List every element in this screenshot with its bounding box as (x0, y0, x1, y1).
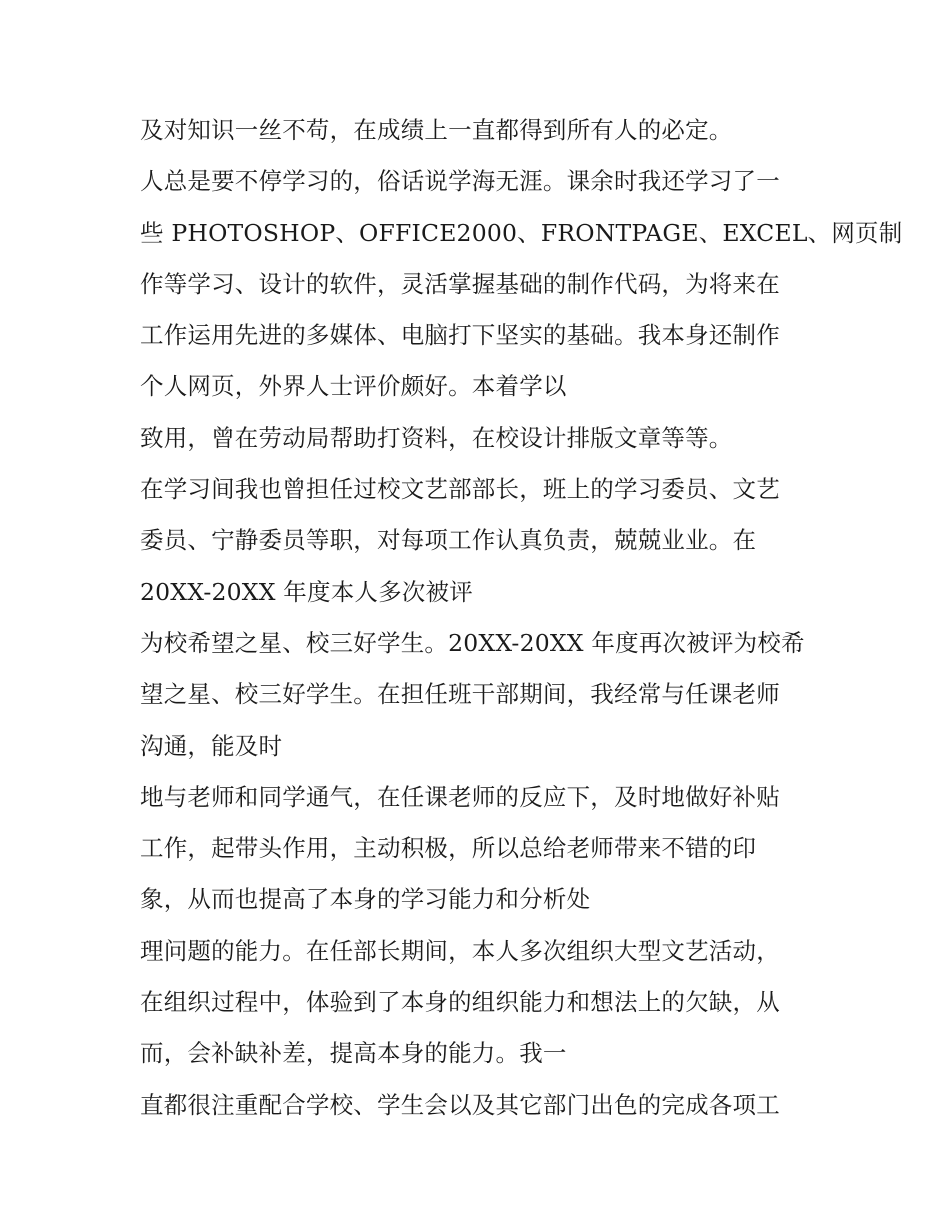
body-text (140, 105, 903, 1131)
text-line-10: 20XX-20XX 年度本人多次被评 (140, 577, 473, 606)
text-line-6: 个人网页，外界人士评价颇好。本着学以 (140, 372, 567, 401)
text-line-7: 致用，曾在劳动局帮助打资料，在校设计排版文章等等。 (140, 423, 733, 452)
text-line-2: 人总是要不停学习的，俗话说学海无涯。课余时我还学习了一 (140, 167, 780, 196)
text-line-17: 理问题的能力。在任部长期间，本人多次组织大型文艺活动， (140, 936, 780, 965)
text-line-13: 沟通，能及时 (140, 731, 283, 760)
text-line-5: 工作运用先进的多媒体、电脑打下坚实的基础。我本身还制作 (140, 321, 780, 350)
text-line-19: 而，会补缺补差，提高本身的能力。我一 (140, 1039, 567, 1068)
text-line-18: 在组织过程中，体验到了本身的组织能力和想法上的欠缺，从 (140, 988, 780, 1017)
text-line-3: 些 PHOTOSHOP、OFFICE2000、FRONTPAGE、EXCEL、网页制 (140, 218, 903, 247)
text-line-12: 望之星、校三好学生。在担任班干部期间，我经常与任课老师 (140, 680, 780, 709)
text-line-4: 作等学习、设计的软件，灵活掌握基础的制作代码，为将来在 (140, 269, 780, 298)
text-line-14: 地与老师和同学通气，在任课老师的反应下，及时地做好补贴 (140, 782, 780, 811)
text-line-9: 委员、宁静委员等职，对每项工作认真负责，兢兢业业。在 (140, 526, 757, 555)
text-line-16: 象，从而也提高了本身的学习能力和分析处 (140, 885, 591, 914)
text-line-1: 及对知识一丝不苟，在成绩上一直都得到所有人的必定。 (140, 116, 733, 144)
text-line-11: 为校希望之星、校三好学生。20XX-20XX 年度再次被评为校希 (140, 628, 805, 657)
text-line-8: 在学习间我也曾担任过校文艺部部长，班上的学习委员、文艺 (140, 475, 780, 504)
text-line-20: 直都很注重配合学校、学生会以及其它部门出色的完成各项工 (140, 1090, 780, 1119)
text-line-15: 工作，起带头作用，主动积极，所以总给老师带来不错的印 (140, 834, 757, 863)
